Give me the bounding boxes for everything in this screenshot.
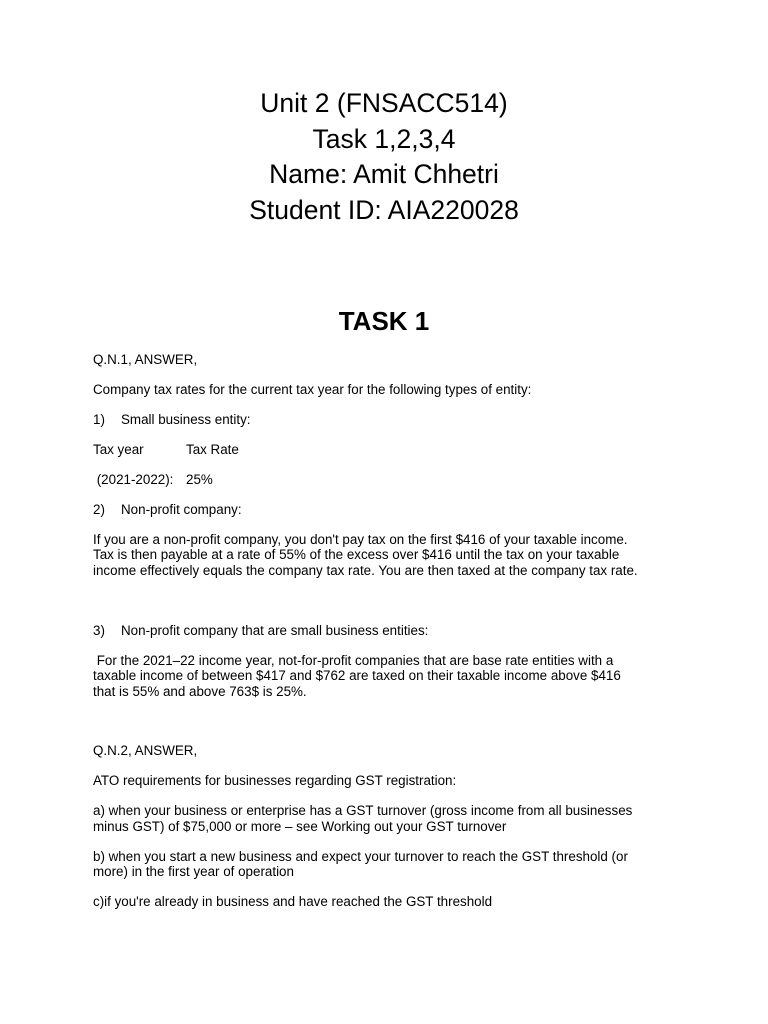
q1-item2-label <box>93 502 693 518</box>
student-id: Student ID: AIA220028 <box>249 194 519 225</box>
tax-rate-column-header: Tax Rate <box>186 442 239 457</box>
q2-point-b-line1: b) when you start a new business and expect your turnover to reach the GST threshold (or <box>93 849 628 864</box>
q1-item2-text: Non-profit company: <box>121 502 242 517</box>
tax-table-header <box>93 442 693 458</box>
q2-point-c: c)if you're already in business and have reached the GST threshold <box>93 894 493 909</box>
tax-table-row <box>93 472 693 488</box>
task-heading: TASK 1 <box>338 306 430 336</box>
q2-intro: ATO requirements for businesses regarding GST registration: <box>93 773 457 788</box>
q1-intro: Company tax rates for the current tax year for the following types of entity: <box>93 382 532 397</box>
q1-item2-line3: income effectively equals the company tax rate. You are then taxed at the company tax rate. <box>93 563 638 578</box>
q1-heading: Q.N.1, ANSWER, <box>93 352 198 367</box>
task-list: Task 1,2,3,4 <box>312 123 456 154</box>
q2-point-a-line1: a) when your business or enterprise has a GST turnover (gross income from all businesses <box>93 803 633 818</box>
q2-heading: Q.N.2, ANSWER, <box>93 743 198 758</box>
q1-item3-line3: that is 55% and above 763$ is 25%. <box>93 684 307 699</box>
q1-item1-text: Small business entity: <box>121 412 251 427</box>
q1-item2-line1: If you are a non-profit company, you don't pay tax on the first $416 of your taxable income. <box>93 532 628 547</box>
q1-item3-line1: For the 2021–22 income year, not-for-profit companies that are base rate entities with a <box>93 653 614 668</box>
q1-item3-number: 3) <box>93 623 105 638</box>
q1-item3-label <box>93 623 693 639</box>
cover-header <box>0 86 768 228</box>
q1-item3-line2: taxable income of between $417 and $762 are taxed on their taxable income above $416 <box>93 668 621 683</box>
student-name: Name: Amit Chhetri <box>269 159 499 189</box>
tax-year-column-header: Tax year <box>93 442 144 457</box>
unit-title: Unit 2 (FNSACC514) <box>260 88 508 118</box>
tax-rate-value: 25% <box>186 472 213 487</box>
q1-item1-number: 1) <box>93 412 105 427</box>
q1-item1-label <box>93 412 693 428</box>
tax-year-value: (2021-2022): <box>93 472 174 487</box>
q2-point-b-line2: more) in the first year of operation <box>93 864 294 879</box>
q1-item3-text: Non-profit company that are small business entities: <box>121 623 429 638</box>
q1-item2-number: 2) <box>93 502 105 517</box>
q2-point-a-line2: minus GST) of $75,000 or more – see Working out your GST turnover <box>93 819 507 834</box>
q1-item2-line2: Tax is then payable at a rate of 55% of the excess over $416 until the tax on your taxable <box>93 547 620 562</box>
